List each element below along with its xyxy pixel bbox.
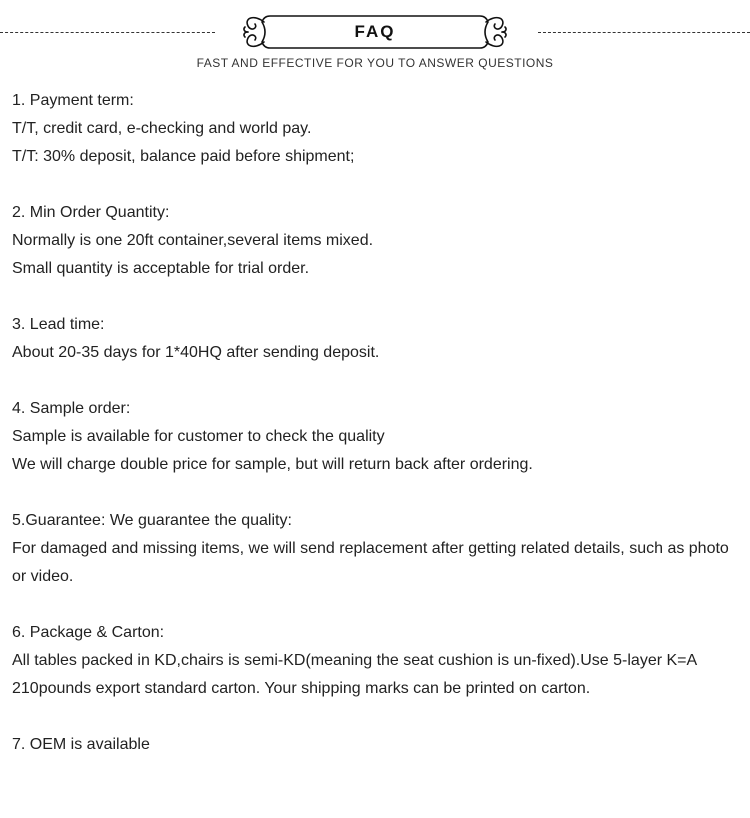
faq-question: 6. Package & Carton: xyxy=(12,624,165,641)
faq-item-guarantee xyxy=(12,507,742,591)
faq-question: 4. Sample order: xyxy=(12,400,131,417)
faq-item-min-order xyxy=(12,199,742,283)
faq-item-oem xyxy=(12,731,742,759)
faq-question: 5.Guarantee: We guarantee the quality: xyxy=(12,512,292,529)
faq-answer-line: T/T, credit card, e-checking and world pay. xyxy=(12,120,312,137)
faq-list xyxy=(12,87,742,787)
faq-answer-line: We will charge double price for sample, but will return back after ordering. xyxy=(12,456,533,473)
faq-header xyxy=(0,0,750,80)
faq-title-banner xyxy=(242,12,508,52)
faq-answer-line: About 20-35 days for 1*40HQ after sending deposit. xyxy=(12,344,380,361)
faq-question: 2. Min Order Quantity: xyxy=(12,204,170,221)
faq-answer-line: All tables packed in KD,chairs is semi-KD(meaning the seat cushion is un-fixed).Use 5-layer K=A 210pounds export standard carton. Your shipping marks can be printed on carton. xyxy=(12,652,697,697)
faq-answer-line: Small quantity is acceptable for trial order. xyxy=(12,260,310,277)
faq-item-package xyxy=(12,619,742,703)
left-dashed-divider xyxy=(0,32,215,33)
faq-question: 7. OEM is available xyxy=(12,736,150,753)
right-dashed-divider xyxy=(538,32,750,33)
faq-answer-line: Sample is available for customer to check the quality xyxy=(12,428,385,445)
page-subtitle: FAST AND EFFECTIVE FOR YOU TO ANSWER QUESTIONS xyxy=(196,56,554,70)
faq-answer-line: T/T: 30% deposit, balance paid before shipment; xyxy=(12,148,355,165)
page-title: FAQ xyxy=(354,22,396,41)
faq-question: 1. Payment term: xyxy=(12,92,134,109)
faq-question: 3. Lead time: xyxy=(12,316,105,333)
faq-item-lead-time xyxy=(12,311,742,367)
faq-item-payment xyxy=(12,87,742,171)
faq-item-sample-order xyxy=(12,395,742,479)
faq-answer-line: Normally is one 20ft container,several items mixed. xyxy=(12,232,374,249)
faq-answer-line: For damaged and missing items, we will send replacement after getting related details, such as photo or video. xyxy=(12,540,729,585)
